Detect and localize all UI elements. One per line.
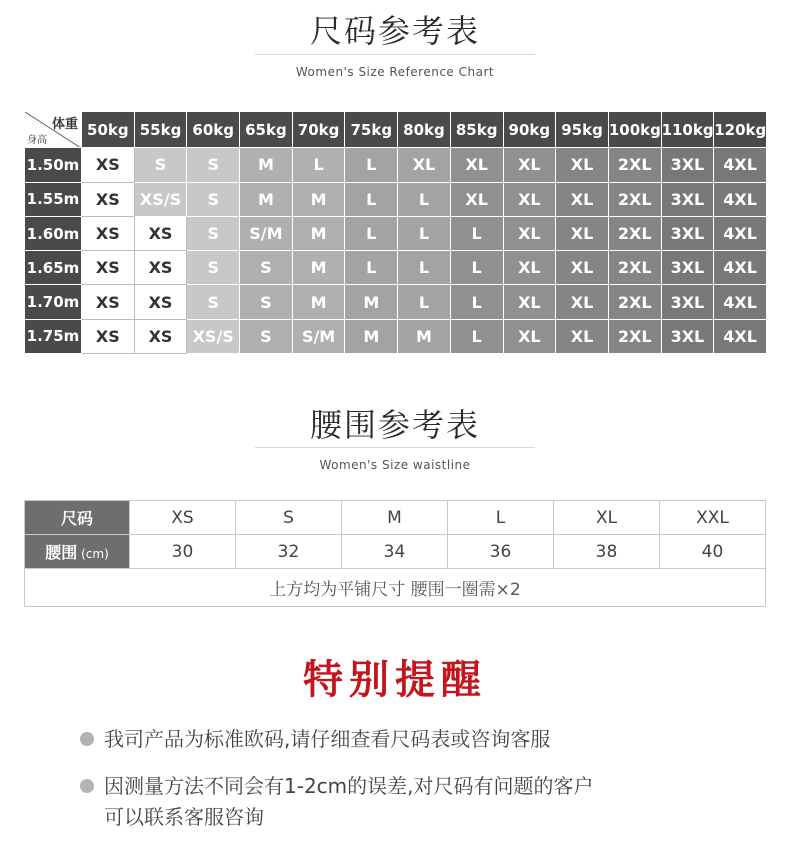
weight-header-cell: 50kg <box>82 112 135 148</box>
size-cell: XL <box>503 285 556 319</box>
height-cell: 1.50m <box>25 148 82 182</box>
size-cell: XL <box>556 216 609 250</box>
weight-header-cell: 90kg <box>503 112 556 148</box>
reminder-item-1 <box>80 724 550 755</box>
weight-header-cell: 120kg <box>714 112 767 148</box>
size-cell: XL <box>450 148 503 182</box>
size-cell: XL <box>503 216 556 250</box>
size-cell: 2XL <box>608 319 661 353</box>
waist-size-row <box>25 501 766 535</box>
size-cell: L <box>345 182 398 216</box>
reminder-item-2 <box>80 771 594 833</box>
size-cell: S <box>187 216 240 250</box>
size-cell: XS <box>82 319 135 353</box>
waist-size-cell: L <box>448 501 554 535</box>
size-cell: S <box>134 148 187 182</box>
size-row-header: 尺码 <box>25 501 130 535</box>
height-cell: 1.55m <box>25 182 82 216</box>
size-cell: L <box>398 251 451 285</box>
size-cell: S <box>240 251 293 285</box>
weight-header-cell: 60kg <box>187 112 240 148</box>
size-row <box>25 251 767 285</box>
waist-note-row <box>25 569 766 607</box>
size-cell: 2XL <box>608 216 661 250</box>
height-cell: 1.60m <box>25 216 82 250</box>
size-cell: L <box>450 216 503 250</box>
size-cell: M <box>398 319 451 353</box>
size-cell: L <box>450 319 503 353</box>
waist-value-row <box>25 535 766 569</box>
size-row <box>25 285 767 319</box>
size-cell: L <box>345 148 398 182</box>
weight-header-cell: 75kg <box>345 112 398 148</box>
size-row <box>25 319 767 353</box>
waist-note: 上方均为平铺尺寸 腰围一圈需×2 <box>25 569 766 607</box>
waist-chart-title: 腰围参考表 <box>309 406 480 444</box>
size-cell: 4XL <box>714 285 767 319</box>
size-cell: XL <box>398 148 451 182</box>
size-cell: S <box>187 285 240 319</box>
waistline-table <box>24 500 766 607</box>
size-cell: 3XL <box>661 216 714 250</box>
size-cell: L <box>345 216 398 250</box>
weight-axis-label: 体重 <box>51 117 78 132</box>
height-cell: 1.65m <box>25 251 82 285</box>
size-cell: M <box>292 216 345 250</box>
size-cell: XS/S <box>187 319 240 353</box>
weight-header-cell: 100kg <box>608 112 661 148</box>
size-cell: M <box>240 148 293 182</box>
size-cell: XS <box>82 216 135 250</box>
size-cell: S <box>187 251 240 285</box>
bullet-dot-icon <box>80 779 94 793</box>
size-reference-table <box>24 111 767 354</box>
reminder-item-2-line-2: 可以联系客服咨询 <box>104 805 264 829</box>
size-cell: M <box>292 182 345 216</box>
size-cell: 4XL <box>714 251 767 285</box>
size-cell: 2XL <box>608 182 661 216</box>
waist-row-header: 腰围 (cm) <box>25 535 130 569</box>
bullet-dot-icon <box>80 732 94 746</box>
size-cell: 4XL <box>714 216 767 250</box>
weight-header-cell: 65kg <box>240 112 293 148</box>
size-cell: XL <box>450 182 503 216</box>
waist-value-cell: 30 <box>130 535 236 569</box>
size-cell: S/M <box>292 319 345 353</box>
size-cell: L <box>450 285 503 319</box>
waist-value-cell: 32 <box>236 535 342 569</box>
reminder-title: 特别提醒 <box>303 657 487 703</box>
size-cell: XL <box>556 182 609 216</box>
size-cell: M <box>240 182 293 216</box>
waist-value-cell: 36 <box>448 535 554 569</box>
size-cell: XL <box>556 148 609 182</box>
size-cell: XL <box>503 182 556 216</box>
reminder-item-2-line-1: 因测量方法不同会有1-2cm的误差,对尺码有问题的客户 <box>104 774 594 798</box>
size-cell: S/M <box>240 216 293 250</box>
size-cell: 2XL <box>608 148 661 182</box>
size-cell: 3XL <box>661 148 714 182</box>
waist-value-cell: 38 <box>554 535 660 569</box>
size-chart-title: 尺码参考表 <box>309 12 480 50</box>
size-cell: S <box>240 319 293 353</box>
size-cell: 4XL <box>714 319 767 353</box>
size-cell: XS <box>82 148 135 182</box>
size-cell: XS <box>82 182 135 216</box>
waist-value-cell: 34 <box>342 535 448 569</box>
size-row <box>25 182 767 216</box>
weight-header-cell: 85kg <box>450 112 503 148</box>
height-axis-label: 身高 <box>27 135 47 147</box>
size-cell: XS <box>134 216 187 250</box>
size-cell: XS <box>134 285 187 319</box>
size-cell: XS <box>82 251 135 285</box>
height-cell: 1.75m <box>25 319 82 353</box>
size-cell: L <box>345 251 398 285</box>
size-chart-subtitle: Women's Size Reference Chart <box>295 65 495 79</box>
waist-size-cell: XL <box>554 501 660 535</box>
weight-header-cell: 95kg <box>556 112 609 148</box>
table-corner <box>25 112 82 148</box>
weight-header-cell: 110kg <box>661 112 714 148</box>
size-cell: 4XL <box>714 182 767 216</box>
size-cell: XS <box>134 251 187 285</box>
size-cell: M <box>292 285 345 319</box>
waist-size-cell: XXL <box>660 501 766 535</box>
size-cell: XL <box>503 319 556 353</box>
waist-size-cell: M <box>342 501 448 535</box>
weight-header-cell: 80kg <box>398 112 451 148</box>
size-cell: 3XL <box>661 285 714 319</box>
size-cell: L <box>292 148 345 182</box>
size-cell: M <box>292 251 345 285</box>
waist-size-cell: S <box>236 501 342 535</box>
size-cell: XL <box>556 251 609 285</box>
height-cell: 1.70m <box>25 285 82 319</box>
size-cell: M <box>345 285 398 319</box>
size-row <box>25 216 767 250</box>
size-cell: L <box>398 182 451 216</box>
size-cell: XS/S <box>134 182 187 216</box>
size-cell: L <box>450 251 503 285</box>
size-cell: S <box>187 182 240 216</box>
waist-size-cell: XS <box>130 501 236 535</box>
reminder-item-1-text: 我司产品为标准欧码,请仔细查看尺码表或咨询客服 <box>104 727 551 751</box>
size-cell: 3XL <box>661 182 714 216</box>
size-row <box>25 148 767 182</box>
size-cell: S <box>187 148 240 182</box>
weight-header-cell: 55kg <box>134 112 187 148</box>
size-cell: XL <box>556 285 609 319</box>
waist-value-cell: 40 <box>660 535 766 569</box>
weight-header-row <box>25 112 767 148</box>
size-cell: 2XL <box>608 251 661 285</box>
size-cell: M <box>345 319 398 353</box>
size-cell: XS <box>134 319 187 353</box>
size-cell: S <box>240 285 293 319</box>
size-cell: XL <box>503 251 556 285</box>
size-cell: L <box>398 216 451 250</box>
size-cell: XS <box>82 285 135 319</box>
size-cell: XL <box>556 319 609 353</box>
waist-chart-subtitle: Women's Size waistline <box>319 458 471 472</box>
size-cell: 2XL <box>608 285 661 319</box>
size-chart-rule <box>255 54 535 55</box>
weight-header-cell: 70kg <box>292 112 345 148</box>
size-cell: 3XL <box>661 251 714 285</box>
size-cell: 4XL <box>714 148 767 182</box>
waist-chart-rule <box>255 447 535 448</box>
size-cell: 3XL <box>661 319 714 353</box>
size-cell: XL <box>503 148 556 182</box>
size-cell: L <box>398 285 451 319</box>
